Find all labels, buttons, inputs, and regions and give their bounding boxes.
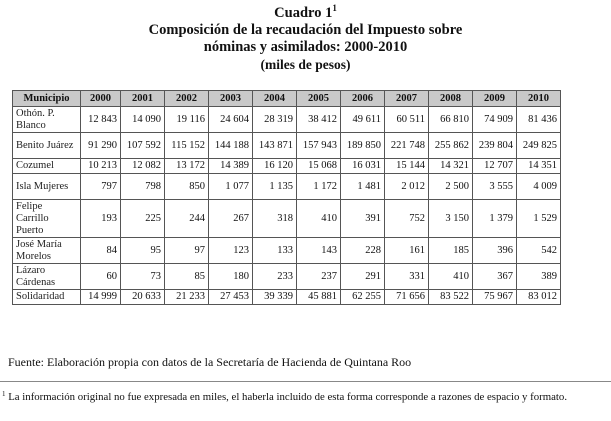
column-header-2001: 2001 xyxy=(121,91,165,107)
footnote xyxy=(2,387,611,404)
footnote-marker: 1 xyxy=(2,390,6,398)
value-cell: 180 xyxy=(209,264,253,290)
value-cell: 12 707 xyxy=(473,159,517,174)
value-cell: 396 xyxy=(473,238,517,264)
value-cell: 71 656 xyxy=(385,290,429,305)
value-cell: 38 412 xyxy=(297,107,341,133)
value-cell: 39 339 xyxy=(253,290,297,305)
value-cell: 74 909 xyxy=(473,107,517,133)
value-cell: 1 379 xyxy=(473,200,517,238)
value-cell: 28 319 xyxy=(253,107,297,133)
value-cell: 1 481 xyxy=(341,174,385,200)
municipio-cell: Cozumel xyxy=(13,159,81,174)
footnote-text: La información original no fue expresada en miles, el haberla incluido de esta forma corresponde a razones de espacio y formato. xyxy=(8,391,568,403)
header-row xyxy=(13,91,561,107)
value-cell: 1 135 xyxy=(253,174,297,200)
value-cell: 115 152 xyxy=(165,133,209,159)
footnote-divider xyxy=(0,381,611,382)
table-title xyxy=(0,0,611,22)
value-cell: 221 748 xyxy=(385,133,429,159)
table-row xyxy=(13,290,561,305)
value-cell: 798 xyxy=(121,174,165,200)
value-cell: 16 120 xyxy=(253,159,297,174)
title-footnote-marker: 1 xyxy=(332,3,337,13)
municipio-cell: Benito Juárez xyxy=(13,133,81,159)
value-cell: 228 xyxy=(341,238,385,264)
column-header-municipio: Municipio xyxy=(13,91,81,107)
value-cell: 14 389 xyxy=(209,159,253,174)
value-cell: 249 825 xyxy=(517,133,561,159)
value-cell: 62 255 xyxy=(341,290,385,305)
value-cell: 410 xyxy=(429,264,473,290)
value-cell: 267 xyxy=(209,200,253,238)
value-cell: 75 967 xyxy=(473,290,517,305)
value-cell: 14 090 xyxy=(121,107,165,133)
value-cell: 3 555 xyxy=(473,174,517,200)
value-cell: 91 290 xyxy=(81,133,121,159)
value-cell: 66 810 xyxy=(429,107,473,133)
value-cell: 850 xyxy=(165,174,209,200)
value-cell: 60 511 xyxy=(385,107,429,133)
column-header-2006: 2006 xyxy=(341,91,385,107)
column-header-2003: 2003 xyxy=(209,91,253,107)
value-cell: 60 xyxy=(81,264,121,290)
municipio-cell: Felipe Carrillo Puerto xyxy=(13,200,81,238)
value-cell: 19 116 xyxy=(165,107,209,133)
value-cell: 367 xyxy=(473,264,517,290)
source-note: Fuente: Elaboración propia con datos de la Secretaría de Hacienda de Quintana Roo xyxy=(8,355,412,369)
value-cell: 2 012 xyxy=(385,174,429,200)
value-cell: 225 xyxy=(121,200,165,238)
table-title-text: Cuadro 1 xyxy=(274,5,333,21)
title-block xyxy=(0,0,611,73)
value-cell: 410 xyxy=(297,200,341,238)
value-cell: 331 xyxy=(385,264,429,290)
municipio-cell: José María Morelos xyxy=(13,238,81,264)
value-cell: 21 233 xyxy=(165,290,209,305)
value-cell: 3 150 xyxy=(429,200,473,238)
value-cell: 542 xyxy=(517,238,561,264)
value-cell: 107 592 xyxy=(121,133,165,159)
value-cell: 255 862 xyxy=(429,133,473,159)
value-cell: 133 xyxy=(253,238,297,264)
value-cell: 752 xyxy=(385,200,429,238)
value-cell: 85 xyxy=(165,264,209,290)
value-cell: 14 999 xyxy=(81,290,121,305)
value-cell: 97 xyxy=(165,238,209,264)
column-header-2010: 2010 xyxy=(517,91,561,107)
value-cell: 16 031 xyxy=(341,159,385,174)
municipio-cell: Othón. P. Blanco xyxy=(13,107,81,133)
value-cell: 318 xyxy=(253,200,297,238)
table-row xyxy=(13,174,561,200)
value-cell: 84 xyxy=(81,238,121,264)
table-row xyxy=(13,159,561,174)
value-cell: 233 xyxy=(253,264,297,290)
column-header-2007: 2007 xyxy=(385,91,429,107)
value-cell: 1 077 xyxy=(209,174,253,200)
value-cell: 143 871 xyxy=(253,133,297,159)
value-cell: 83 522 xyxy=(429,290,473,305)
value-cell: 391 xyxy=(341,200,385,238)
value-cell: 15 068 xyxy=(297,159,341,174)
value-cell: 15 144 xyxy=(385,159,429,174)
value-cell: 45 881 xyxy=(297,290,341,305)
value-cell: 73 xyxy=(121,264,165,290)
value-cell: 389 xyxy=(517,264,561,290)
value-cell: 4 009 xyxy=(517,174,561,200)
column-header-2008: 2008 xyxy=(429,91,473,107)
subtitle-line-1: Composición de la recaudación del Impuesto sobre xyxy=(148,22,463,38)
municipio-cell: Lázaro Cárdenas xyxy=(13,264,81,290)
value-cell: 193 xyxy=(81,200,121,238)
column-header-2005: 2005 xyxy=(297,91,341,107)
column-header-2004: 2004 xyxy=(253,91,297,107)
value-cell: 244 xyxy=(165,200,209,238)
table-row xyxy=(13,200,561,238)
units-label: (miles de pesos) xyxy=(260,57,351,72)
value-cell: 239 804 xyxy=(473,133,517,159)
value-cell: 13 172 xyxy=(165,159,209,174)
value-cell: 49 611 xyxy=(341,107,385,133)
table-row xyxy=(13,133,561,159)
value-cell: 20 633 xyxy=(121,290,165,305)
value-cell: 161 xyxy=(385,238,429,264)
value-cell: 143 xyxy=(297,238,341,264)
value-cell: 14 351 xyxy=(517,159,561,174)
subtitle-line-2: nóminas y asimilados: 2000-2010 xyxy=(203,39,408,55)
value-cell: 27 453 xyxy=(209,290,253,305)
value-cell: 12 082 xyxy=(121,159,165,174)
value-cell: 12 843 xyxy=(81,107,121,133)
column-header-2009: 2009 xyxy=(473,91,517,107)
value-cell: 81 436 xyxy=(517,107,561,133)
value-cell: 24 604 xyxy=(209,107,253,133)
value-cell: 83 012 xyxy=(517,290,561,305)
table-header xyxy=(13,91,561,107)
value-cell: 797 xyxy=(81,174,121,200)
value-cell: 157 943 xyxy=(297,133,341,159)
table-body xyxy=(13,107,561,305)
value-cell: 237 xyxy=(297,264,341,290)
municipio-cell: Isla Mujeres xyxy=(13,174,81,200)
column-header-2002: 2002 xyxy=(165,91,209,107)
table-row xyxy=(13,107,561,133)
value-cell: 189 850 xyxy=(341,133,385,159)
value-cell: 1 529 xyxy=(517,200,561,238)
value-cell: 95 xyxy=(121,238,165,264)
value-cell: 291 xyxy=(341,264,385,290)
municipio-cell: Solidaridad xyxy=(13,290,81,305)
tax-collection-table xyxy=(12,90,561,305)
table-row xyxy=(13,238,561,264)
value-cell: 14 321 xyxy=(429,159,473,174)
value-cell: 144 188 xyxy=(209,133,253,159)
value-cell: 185 xyxy=(429,238,473,264)
value-cell: 10 213 xyxy=(81,159,121,174)
value-cell: 1 172 xyxy=(297,174,341,200)
table-row xyxy=(13,264,561,290)
column-header-2000: 2000 xyxy=(81,91,121,107)
value-cell: 123 xyxy=(209,238,253,264)
value-cell: 2 500 xyxy=(429,174,473,200)
